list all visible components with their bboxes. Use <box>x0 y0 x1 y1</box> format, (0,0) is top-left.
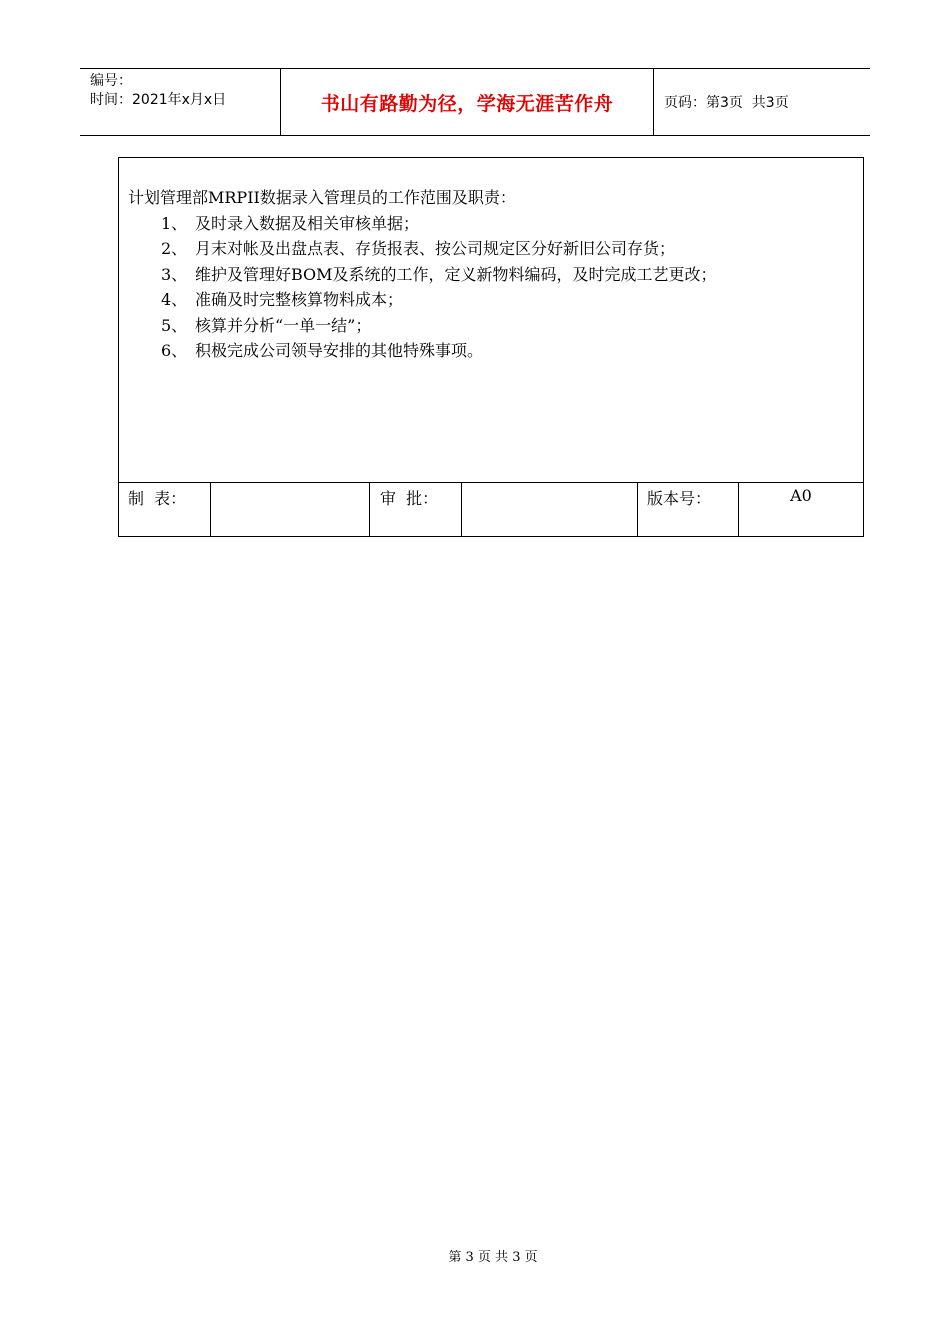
list-item <box>128 287 863 313</box>
responsibilities-table <box>118 157 864 537</box>
list-item <box>128 211 863 237</box>
list-item-number: 2、 <box>161 239 188 258</box>
list-item-number: 1、 <box>161 213 188 233</box>
list-item-text: 核算并分析“一单一结”； <box>195 315 372 335</box>
list-item <box>128 313 863 339</box>
list-item-number: 4、 <box>161 290 188 309</box>
signoff-row <box>119 483 863 536</box>
header-page-cell <box>654 69 870 135</box>
list-item-text: 维护及管理好BOM及系统的工作，定义新物料编码，及时完成工艺更改； <box>195 264 717 284</box>
list-item-number: 6、 <box>161 341 188 360</box>
header-motto-cell <box>281 69 654 135</box>
time-label: 时间：2021年x月x日 <box>90 92 227 108</box>
version-label: 版本号： <box>638 483 739 536</box>
document-header <box>80 68 870 136</box>
list-item <box>128 262 863 288</box>
code-label: 编号： <box>90 73 132 89</box>
prepared-by-field <box>211 483 370 536</box>
list-item-text: 准确及时完整核算物料成本； <box>195 290 404 309</box>
list-item-text: 及时录入数据及相关审核单据； <box>195 213 420 233</box>
prepared-by-label: 制 表： <box>119 483 211 536</box>
approved-by-label: 审 批： <box>370 483 462 536</box>
page-label: 页码：第3页 共3页 <box>664 95 789 111</box>
list-item <box>128 338 863 364</box>
list-item-text: 积极完成公司领导安排的其他特殊事项。 <box>195 341 484 360</box>
list-item-text: 月末对帐及出盘点表、存货报表、按公司规定区分好新旧公司存货； <box>195 239 676 258</box>
list-item <box>128 236 863 262</box>
approved-by-field <box>462 483 638 536</box>
version-value: A0 <box>790 486 812 505</box>
motto-text: 书山有路勤为径，学海无涯苦作舟 <box>320 92 614 115</box>
responsibilities-content <box>119 158 863 483</box>
header-info-cell <box>80 69 281 135</box>
list-item-number: 3、 <box>161 264 188 284</box>
page-number-footer: 第 3 页 共 3 页 <box>448 1250 538 1265</box>
list-item-number: 5、 <box>161 315 188 335</box>
responsibilities-intro: 计划管理部MRPII数据录入管理员的工作范围及职责： <box>128 188 516 207</box>
